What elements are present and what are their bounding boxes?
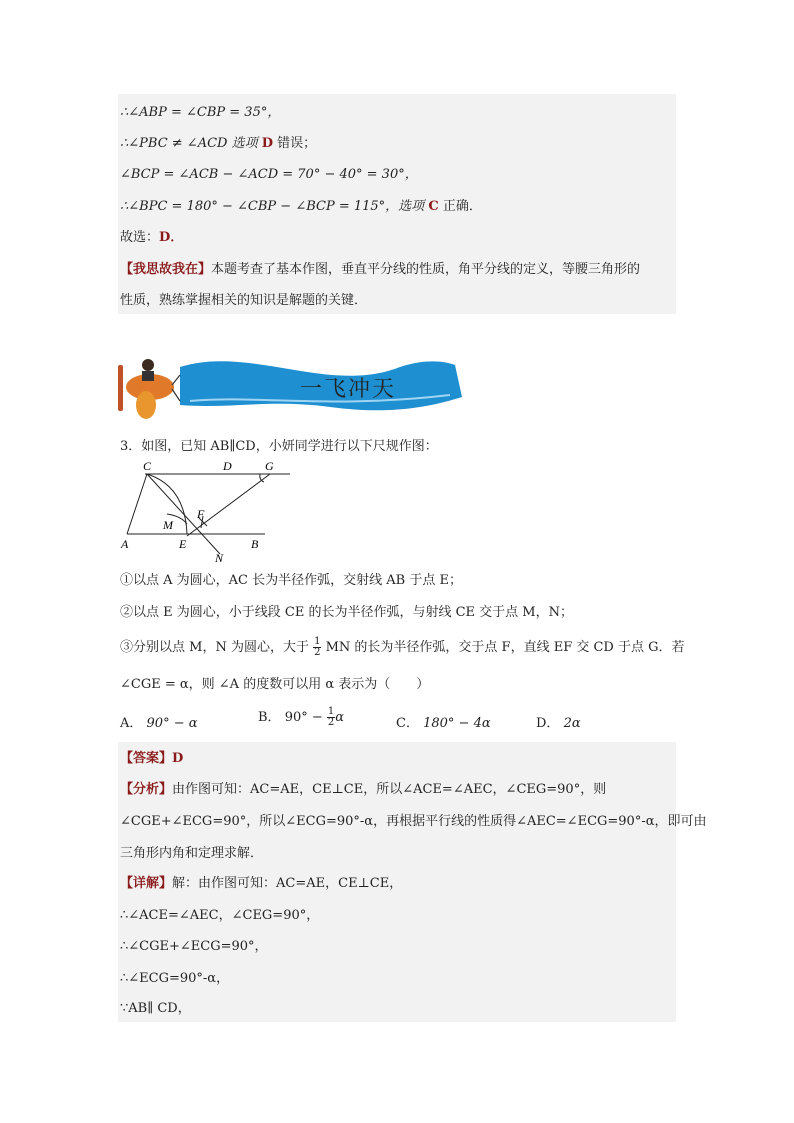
fraction-half [313, 637, 321, 658]
line-3: ∠BCP = ∠ACB − ∠ACD = 70° − 40° = 30°， [120, 167, 418, 182]
option-d[interactable] [536, 712, 581, 731]
option-b[interactable] [258, 706, 344, 728]
step-1: ①以点 A 为圆心，AC 长为半径作弧，交射线 AB 于点 E； [120, 573, 462, 588]
detail-line-3: ∴∠CGE+∠ECG=90°， [120, 939, 268, 954]
line-4-b: C [428, 199, 439, 214]
option-c-text: 180° − 4α [423, 716, 491, 731]
line-4-a: ∴∠BPC = 180° − ∠CBP − ∠BCP = 115°，选项 [120, 199, 429, 214]
line-1: ∴∠ABP = ∠CBP = 35°， [120, 105, 281, 120]
option-a-label: A． [120, 716, 143, 731]
option-b-pre: 90° − [284, 710, 323, 725]
option-b-den: 2 [327, 717, 335, 728]
label-f: F [197, 507, 205, 521]
line-eg [187, 474, 270, 536]
analysis-line-3: 三角形内角和定理求解． [120, 846, 264, 861]
option-a[interactable] [120, 712, 198, 731]
analysis-text-1: 由作图可知：AC=AE，CE⊥CE，所以∠ACE=∠AEC，∠CEG=90°，则 [172, 782, 607, 797]
question-stem: 3．如图，已知 AB∥CD，小妍同学进行以下尺规作图： [120, 439, 438, 454]
step-3 [120, 637, 685, 658]
construction-figure [115, 458, 305, 568]
detail-line-2: ∴∠ACE=∠AEC，∠CEG=90°， [120, 908, 320, 923]
option-d-text: 2α [563, 716, 581, 731]
answer-label: 【答案】 [120, 751, 173, 766]
step-4: ∠CGE = α，则 ∠A 的度数可以用 α 表示为（ ） [120, 677, 430, 692]
label-n: N [215, 551, 224, 565]
banner-graphic [110, 345, 470, 425]
line-5-b: D． [159, 230, 184, 245]
answer-value: D [172, 751, 184, 766]
fraction-den: 2 [314, 647, 321, 658]
step-3-b: MN 的长为半径作弧，交于点 F，直线 EF 交 CD 于点 G．若 [325, 640, 685, 655]
pilot-body-icon [142, 371, 154, 381]
detail-text-1: 解：由作图可知：AC=AE，CE⊥CE， [172, 876, 403, 891]
propeller-icon [118, 365, 123, 411]
label-e: E [179, 537, 187, 551]
banner-title: 一飞冲天 [300, 377, 397, 402]
option-b-label: B． [258, 710, 281, 725]
line-2-a: ∴∠PBC ≠ ∠ACD 选项 [120, 136, 262, 151]
step-3-a: ③分别以点 M，N 为圆心，大于 [120, 640, 309, 655]
line-7: 性质，熟练掌握相关的知识是解题的关键． [120, 293, 368, 308]
detail-label: 【详解】 [120, 876, 173, 891]
segment-ac [127, 474, 147, 534]
line-6 [120, 261, 640, 279]
step-2: ②以点 E 为圆心，小于线段 CE 的长为半径作弧，与射线 CE 交于点 M，N； [120, 605, 573, 620]
option-a-text: 90° − α [146, 716, 198, 731]
option-c-label: C． [396, 716, 419, 731]
label-b: B [251, 537, 259, 551]
detail-line-5: ∵AB∥ CD， [120, 1001, 191, 1016]
analysis-line-2: ∠CGE+∠ECG=90°，所以∠ECG=90°-α，再根据平行线的性质得∠AEC=∠ECG=90°-α，即可由 [120, 814, 707, 829]
analysis-label: 【分析】 [120, 782, 173, 797]
line-6-a: 【我思故我在】 [120, 262, 212, 277]
analysis-line-1 [120, 781, 606, 799]
option-d-label: D． [536, 716, 560, 731]
line-6-b: 本题考查了基本作图，垂直平分线的性质，角平分线的定义，等腰三角形的 [211, 262, 641, 277]
label-a: A [121, 537, 129, 551]
pilot-head-icon [142, 359, 154, 371]
detail-line-4: ∴∠ECG=90°-α， [120, 971, 230, 986]
line-2-c: 错误； [273, 136, 317, 151]
plane-wing-icon [136, 391, 156, 419]
option-c[interactable] [396, 712, 491, 731]
fraction-num: 1 [314, 636, 321, 647]
option-b-num: 1 [327, 706, 335, 717]
label-d: D [223, 459, 232, 473]
label-g: G [265, 459, 274, 473]
line-4 [120, 198, 482, 216]
label-m: M [163, 518, 173, 532]
line-5 [120, 229, 183, 247]
detail-line-1 [120, 875, 402, 893]
line-2 [120, 135, 316, 153]
option-b-post: α [335, 710, 345, 725]
line-4-c: 正确． [438, 199, 482, 214]
line-5-a: 故选： [120, 230, 160, 245]
answer-line [120, 750, 183, 768]
line-2-b: D [261, 136, 274, 151]
label-c: C [143, 459, 152, 473]
